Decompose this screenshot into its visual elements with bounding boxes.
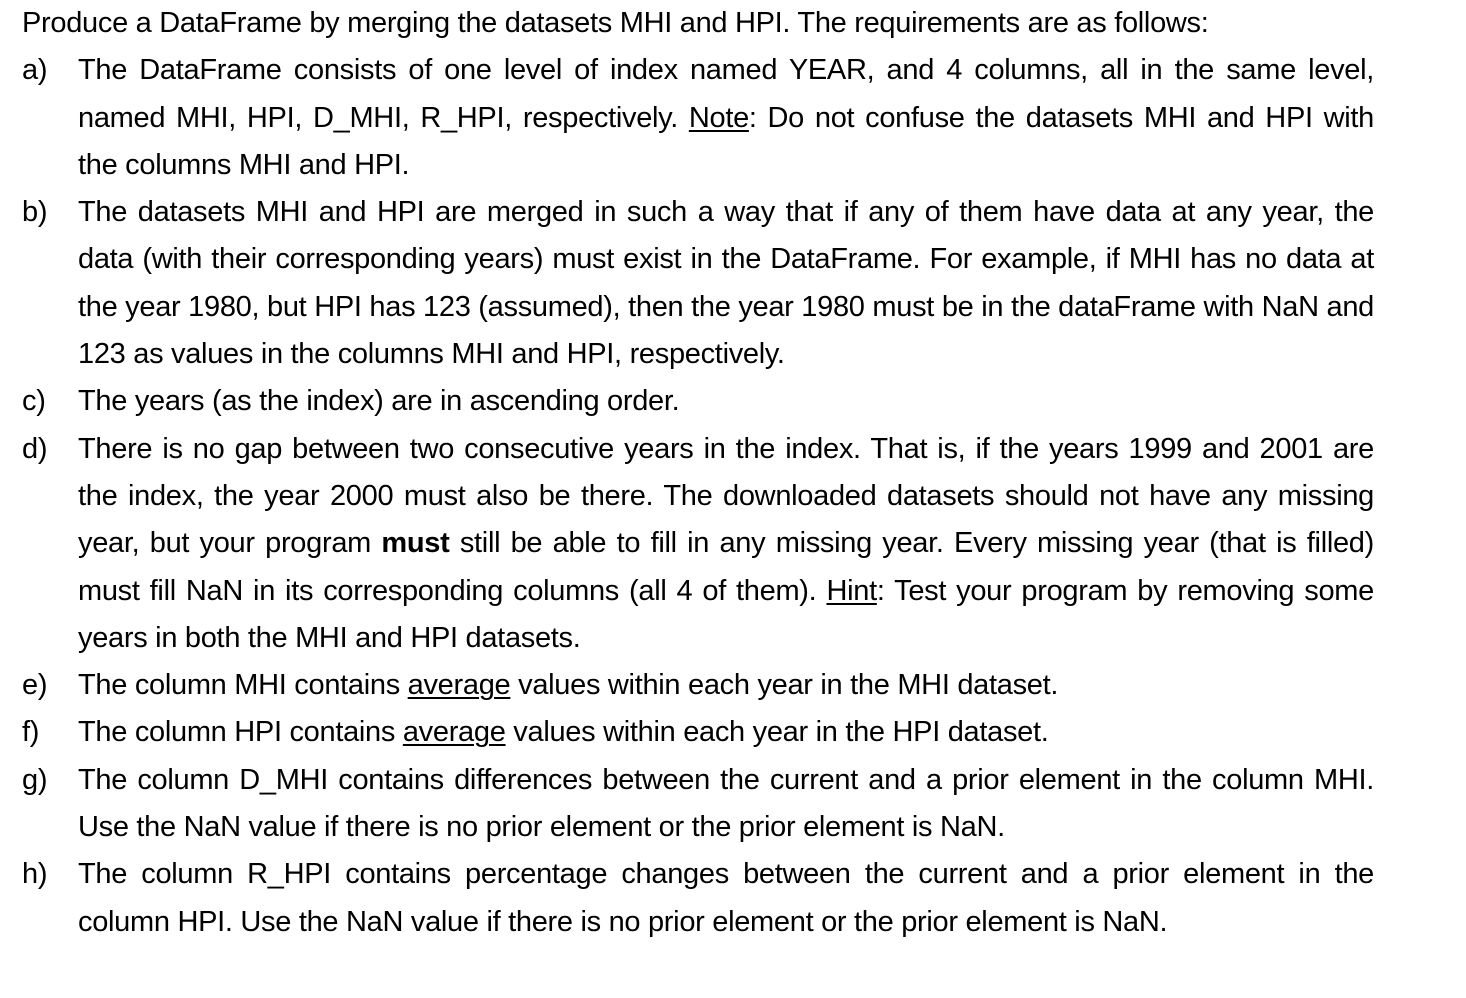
requirement-f: [22, 709, 1374, 756]
hint-label: Hint: [826, 574, 877, 607]
requirement-text: [78, 426, 1374, 662]
requirement-text: [78, 47, 1374, 189]
text-segment: values within each year in the MHI dataset.: [510, 669, 1059, 702]
underlined-average: average: [407, 669, 511, 702]
document: [22, 0, 1374, 946]
requirement-text: The datasets MHI and HPI are merged in such a way that if any of them have data at any year, the data (with their corresponding years) must exist in the DataFrame. For example, if MHI has no data at the year 1980, but HPI has 123 (assumed), then the year 1980 must be in the dataFrame with NaN and 123 as values in the columns MHI and HPI, respectively.: [78, 196, 1374, 371]
list-marker: d): [22, 432, 48, 465]
text-segment: : Test your program by removing some years in both the MHI and HPI datasets.: [78, 574, 1374, 654]
text-segment: : Do not confuse the datasets MHI and HPI with the columns MHI and HPI.: [78, 101, 1374, 181]
text-segment: values within each year in the HPI dataset.: [505, 716, 1049, 749]
underlined-average: average: [402, 716, 506, 749]
list-marker: f): [22, 716, 40, 749]
note-label: Note: [688, 101, 749, 134]
list-marker: c): [22, 385, 46, 418]
text-segment: The DataFrame consists of one level of index named YEAR, and 4 columns, all in the same level, named MHI, HPI, D_MHI, R_HPI, respectively.: [78, 54, 1374, 134]
emphasis-bold: must: [381, 527, 450, 560]
requirement-text: [78, 662, 1374, 709]
list-marker: g): [22, 763, 48, 796]
list-marker: b): [22, 196, 48, 229]
list-marker: a): [22, 54, 48, 87]
requirement-text: The column D_MHI contains differences between the current and a prior element in the column MHI. Use the NaN value if there is no prior element or the prior element is NaN.: [78, 763, 1374, 844]
text-segment: The column MHI contains: [78, 669, 408, 702]
requirement-text: The years (as the index) are in ascending order.: [78, 385, 680, 418]
requirement-d: [22, 426, 1374, 662]
list-marker: e): [22, 669, 48, 702]
requirements-list: [22, 47, 1374, 946]
requirement-b: [22, 189, 1374, 378]
text-segment: still be able to fill in any missing year. Every missing year (that is filled) must fill NaN in its corresponding columns (all 4 of them).: [78, 527, 1374, 607]
requirement-g: [22, 757, 1374, 852]
requirement-a: [22, 47, 1374, 189]
requirement-c: [22, 378, 1374, 425]
text-segment: There is no gap between two consecutive years in the index. That is, if the years 1999 and 2001 are the index, the year 2000 must also be there. The downloaded datasets should not have any missing year, but your program: [78, 432, 1374, 560]
requirement-e: [22, 662, 1374, 709]
requirement-h: [22, 851, 1374, 946]
text-segment: The column HPI contains: [78, 716, 403, 749]
requirement-text: [78, 709, 1374, 756]
requirement-text: The column R_HPI contains percentage changes between the current and a prior element in the column HPI. Use the NaN value if there is no prior element or the prior element is NaN.: [78, 858, 1374, 938]
intro-paragraph: Produce a DataFrame by merging the datasets MHI and HPI. The requirements are as follows:: [22, 7, 1209, 39]
list-marker: h): [22, 858, 48, 891]
